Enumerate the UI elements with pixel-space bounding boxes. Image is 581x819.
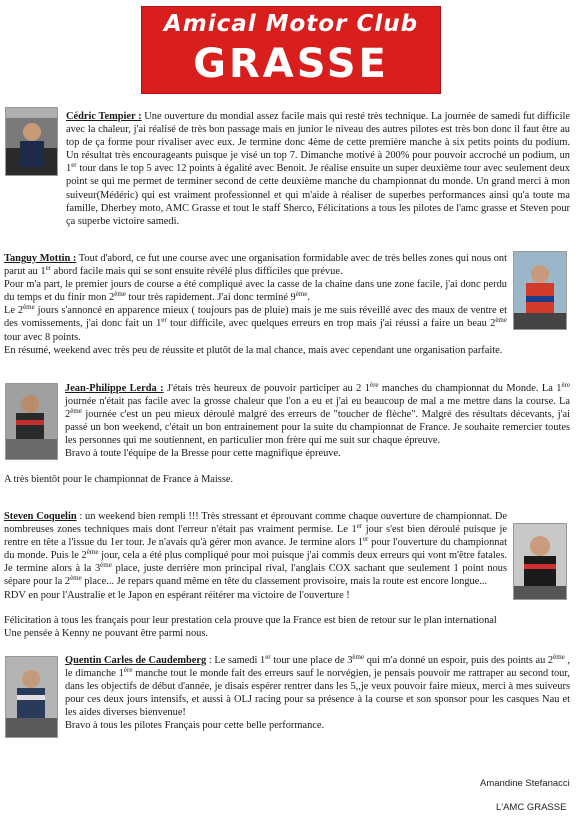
rider-photo-quentin bbox=[5, 656, 58, 738]
club-name-line1: Amical Motor Club bbox=[163, 11, 419, 37]
rider-name: Steven Coquelin bbox=[4, 511, 77, 522]
article-steven-coquelin: Steven Coquelin : un weekend bien rempli !!! Très stressant et éprouvant comme chaque ouverture de championnat. De nombreuses zones techniques mais dont l'erreur n'était pas vraiment permise. Le 1er jour s'est bien déroulé puisque je rentre en tête a l'issue du 1er tour. Je n'avais qu'à gérer mon avance. Je termine alors 1er pour l'ouverture du championnat du monde. Puis le 2ème jour, cela a été plus compliqué pour moi puisque j'ai commis deux erreurs qui vont m'être fatales. Je termine alors à la 3ème place, juste derrière mon principal rival, l'anglais COX sachant que seulement 1 point nous sépare pour la 2ème place... Je repars quand même en tête du classement provisoire, mais la route est encore longue... RDV en pour l'Australie et le Japon en espérant réitérer ma victoire de l'ouverture ! bbox=[4, 511, 507, 601]
article-jean-philippe-closing: A très bientôt pour le championnat de France à Maisse. bbox=[4, 474, 234, 485]
rider-photo-tanguy bbox=[513, 251, 567, 330]
article-cedric-tempier: Cédric Tempier : Une ouverture du mondial assez facile mais qui resté très technique. La journée de samedi fut difficile avec la chaleur, j'ai réalisé de très bon passage mais en junior le niveau des autres pilotes est très bon donc il faut être au top de ça forme pour rivaliser avec eux. Je termine donc 4ème de cette première manche à six petits points du podium. Un résultat très encourageants puisque je visé un top 7. Dimanche motivé à 200% pour pouvoir accroché un podium, un 1er tour dans le top 5 avec 12 points à égalité avec Benoit. Je réalise ensuite un super deuxième tour avec seulement deux point se qui me permet de terminer second de cette deuxième manche du championnat du monde. Un grand merci à mon suiveur(Médéric) qui est vraiment professionnel et qui m'aide à réaliser de superbes performances ainsi qu'a toute ma famille, Dherbey moto, AMC Grasse et tout le staff Sherco, Félicitations a tous les pilotes de l'amc grasse et Steven pour ça superbe victoire samedi. bbox=[66, 111, 570, 227]
article-quentin-carles: Quentin Carles de Caudemberg : Le samedi 1er tour une place de 3ème qui m'a donné un espoir, puis des points au 2ème , le dimanche 1ère manche tout le monde fait des erreurs sauf le norvégien, je pensais pouvoir me rattraper au second tour, dans les objectifs de début d'année, je disais espérer rentrer dans les 5,,je veux pouvoir faire mieux, merci à mes suiveurs pour ces deux jours intensifs, et aussi à OLJ racing pour sa présence à la course et son sponsor pour les casques Nau et les aides diverses bienvenue! Bravo à tous les pilotes Français pour cette belle performance. bbox=[65, 653, 571, 732]
rider-name: Quentin Carles de Caudemberg bbox=[65, 655, 207, 666]
club-signature: L'AMC GRASSE bbox=[496, 802, 567, 813]
rider-name: Cédric Tempier : bbox=[66, 111, 142, 122]
rider-name: Jean-Philippe Lerda : bbox=[65, 383, 164, 394]
rider-photo-cedric bbox=[5, 107, 58, 176]
article-jean-philippe-lerda: Jean-Philippe Lerda : J'étais très heureux de pouvoir participer au 2 1ère manches du championnat du Monde. La 1ère journée n'était pas facile avec la grosse chaleur que l'on a eu et j'ai eu beaucoup de mal a me mettre dans la course. La 2ème journée c'est un peu mieux déroulé malgré des erreurs de "toucher de flèche". Malgré des résultats décevants, j'ai passé un bon weekend, c'était un bon entrainement pour la suite du championnat de France. Je souhaite remercier toutes les personnes qui me soutiennent, en particulier mon frère qui me suit sur chaque épreuve. Bravo à toute l'équipe de la Bresse pour cette magnifique épreuve. bbox=[65, 381, 570, 460]
article-steven-closing: Félicitation à tous les français pour leur prestation cela prouve que la France est bien de retour sur le plan international Une pensée à Kenny ne pouvant être parmi nous. bbox=[4, 615, 497, 640]
club-logo-banner bbox=[141, 6, 441, 94]
rider-photo-steven bbox=[513, 523, 567, 600]
article-tanguy-mottin: Tanguy Mottin : Tout d'abord, ce fut une course avec une organisation formidable avec de très belles zones qui nous ont parut au 1er abord facile mais qui se sont ensuite révélé plus difficiles que prévue. Pour m'a part, le premier jours de course a été compliqué avec la casse de la chaine dans une zone facile, j'ai donc perdu du temps et du finir mon 2ème tour très rapidement. J'ai donc terminé 9ème. Le 2ème jours s'annoncé en apparence mieux ( toujours pas de pluie) mais je me suis réveillé avec des maux de ventre et des vomissements, j'ai donc fait un 1er tour difficile, avec quelques erreurs en trop mais j'ai réussi a faire un beau 2ème tour avec 8 points. En résumé, weekend avec très peu de réussite et plutôt de la mal chance, mais avec cependant une organisation parfaite. bbox=[4, 253, 507, 356]
club-name-line2: GRASSE bbox=[193, 41, 389, 87]
rider-name: Tanguy Mottin : bbox=[4, 253, 77, 264]
author-signature: Amandine Stefanacci bbox=[480, 778, 570, 789]
rider-photo-jean-philippe bbox=[5, 383, 58, 460]
